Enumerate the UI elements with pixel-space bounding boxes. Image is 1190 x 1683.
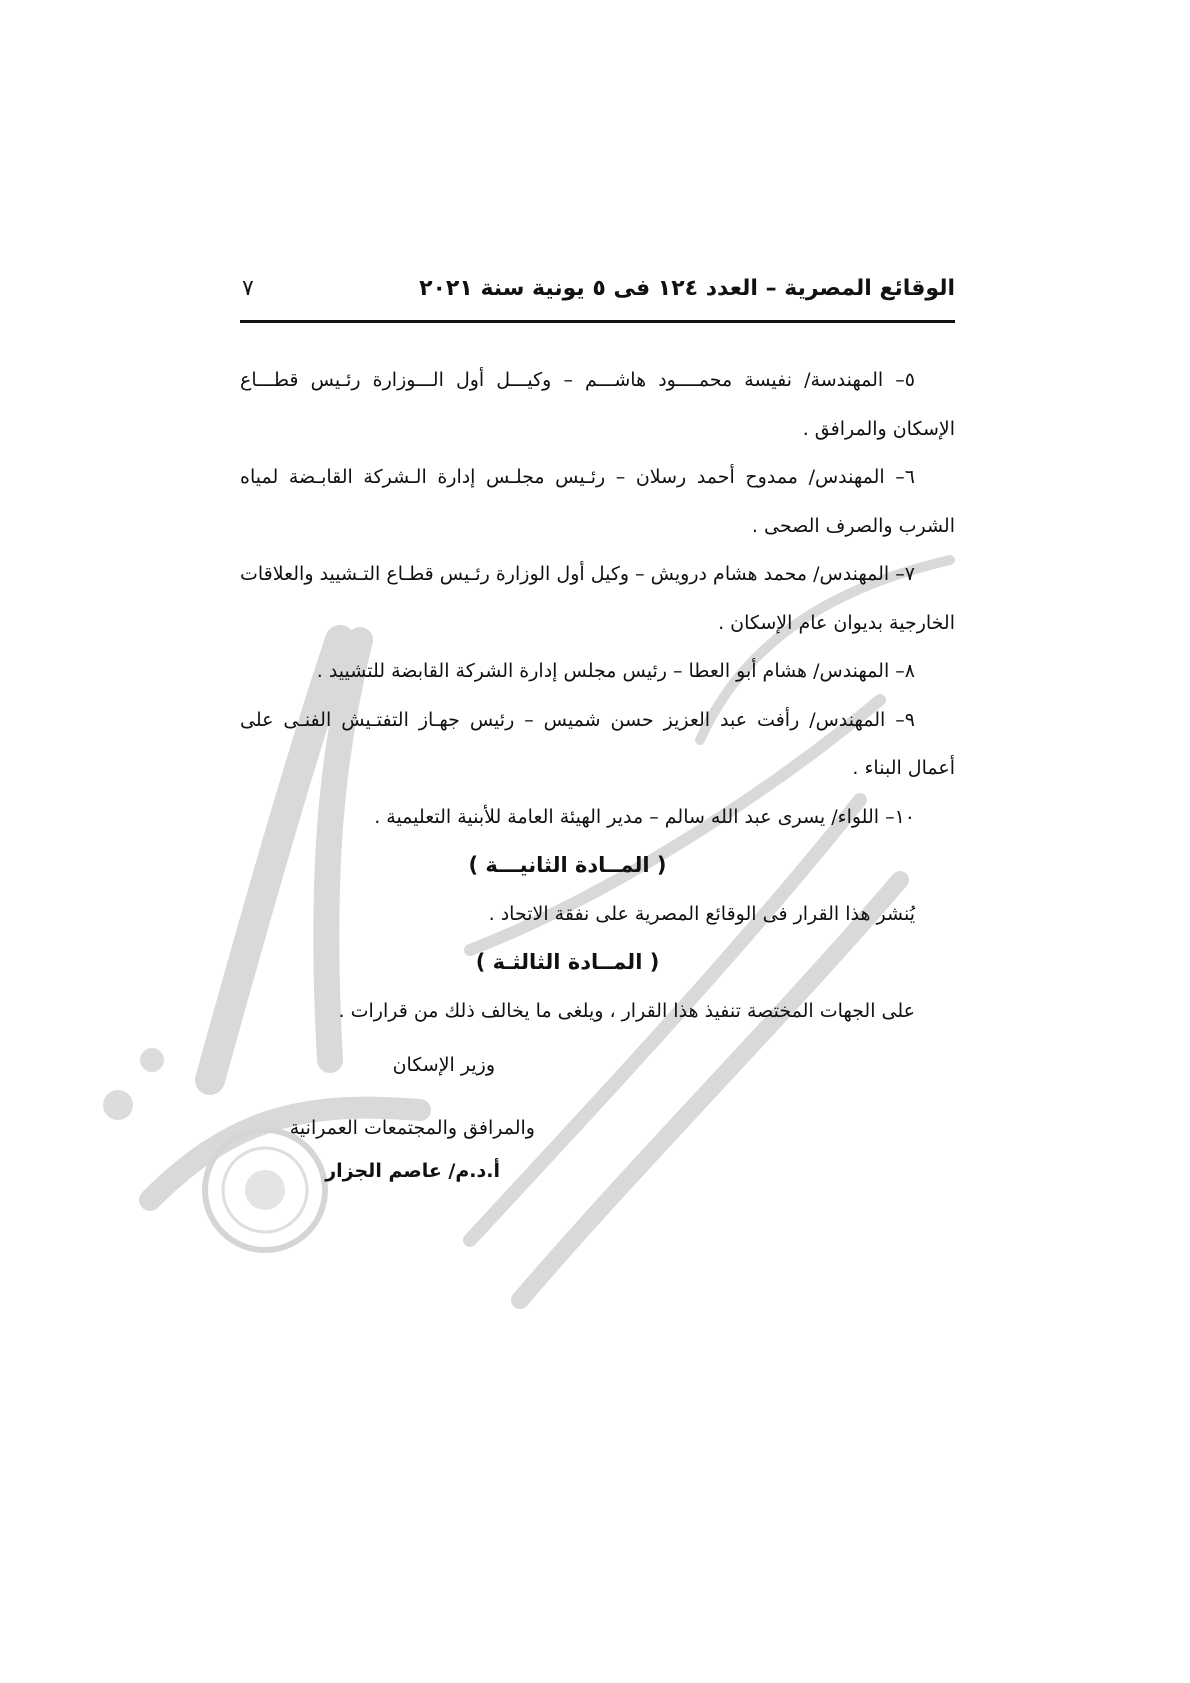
signature-title-line1: وزير الإسكان xyxy=(392,1054,495,1076)
article-3-text: على الجهات المختصة تنفيذ هذا القرار ، ويلغى ما يخالف ذلك من قرارات . xyxy=(338,999,915,1022)
article-2-text: يُنشر هذا القرار فى الوقائع المصرية على نفقة الاتحاد . xyxy=(488,902,915,925)
signature-title-line2: والمرافق والمجتمعات العمرانية xyxy=(289,1116,535,1139)
article-3-heading: ( المــادة الثالثـة ) xyxy=(475,950,660,974)
list-item: ٨– المهندس/ هشام أبو العطا – رئيس مجلس إدارة الشركة القابضة للتشييد . xyxy=(316,660,915,682)
article-2-heading: ( المــادة الثانيـــة ) xyxy=(468,853,667,877)
list-item: ٥– المهندسة/ نفيسة محمــــود هاشـــم – وكيـــل أول الـــوزارة رئـيس قطـــاع الإسكان والمرافق . xyxy=(240,369,955,440)
list-item: ٦– المهندس/ ممدوح أحمد رسلان – رئـيس مجلـس إدارة الـشركة القابـضة لمياه الشرب والصرف الصحى . xyxy=(240,466,955,537)
page-header xyxy=(240,272,955,316)
list-item: ٩– المهندس/ رأفت عبد العزيز حسن شميس – رئيس جهـاز التفتـيش الفنـى على أعمال البناء . xyxy=(240,708,955,779)
page-number: ٧ xyxy=(242,276,254,301)
document-body xyxy=(240,356,955,1190)
list-item: ٧– المهندس/ محمد هشام درويش – وكيل أول الوزارة رئـيس قطـاع التـشييد والعلاقات الخارجية بديوان عام الإسكان . xyxy=(240,563,955,634)
list-item: ١٠– اللواء/ يسرى عبد الله سالم – مدير الهيئة العامة للأبنية التعليمية . xyxy=(374,805,915,828)
header-divider xyxy=(240,320,955,323)
document-page xyxy=(240,0,955,1683)
gazette-title: الوقائع المصرية – العدد ١٢٤ فى ٥ يونية سنة ٢٠٢١ xyxy=(419,276,955,301)
signatory-name: أ.د.م/ عاصم الجزار xyxy=(325,1160,500,1182)
